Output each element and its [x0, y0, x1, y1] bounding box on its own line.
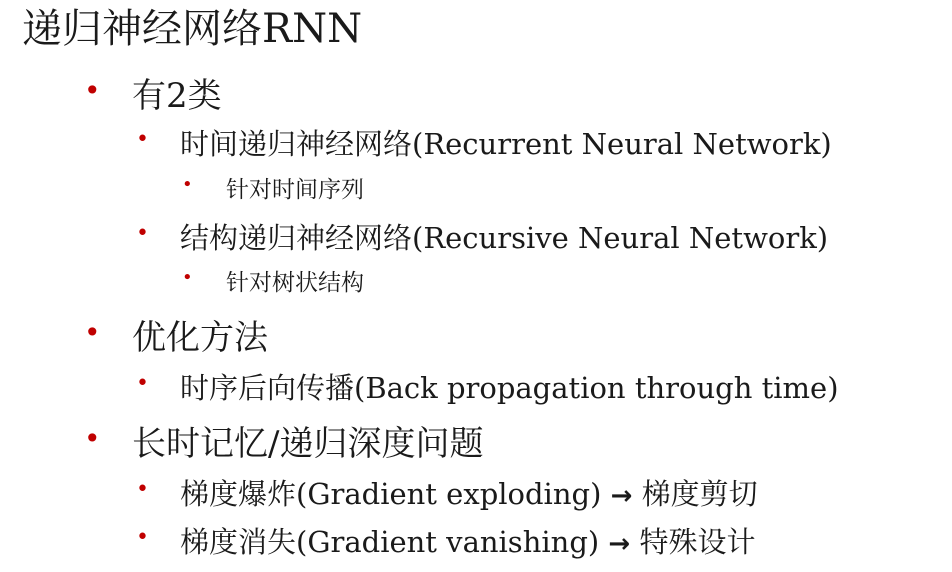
bullet-icon: •	[84, 74, 101, 107]
bullet-text	[180, 472, 758, 513]
bullet-item	[0, 366, 952, 406]
bullet-icon: •	[182, 174, 193, 195]
bullet-item	[0, 472, 952, 512]
bullet-icon: •	[136, 525, 149, 550]
bullet-text-result: 特殊设计	[639, 525, 756, 559]
bullet-item	[0, 310, 952, 358]
bullet-item	[0, 68, 952, 116]
bullet-item	[0, 216, 952, 256]
bullet-text: 针对时间序列	[226, 177, 364, 203]
bullet-text: 结构递归神经网络(Recursive Neural Network)	[180, 221, 829, 255]
bullet-text: 优化方法	[132, 318, 268, 358]
bullet-icon: •	[136, 371, 149, 396]
bullet-text: 时序后向传播(Back propagation through time)	[180, 371, 839, 405]
bullet-text: 有2类	[132, 76, 222, 116]
bullet-item	[0, 520, 952, 560]
slide-title: 递归神经网络RNN	[22, 6, 363, 52]
bullet-item	[0, 122, 952, 162]
bullet-icon: •	[84, 422, 101, 455]
bullet-text-result: 梯度剪切	[641, 477, 758, 511]
bullet-item	[0, 416, 952, 464]
bullet-text	[180, 520, 755, 561]
bullet-item	[0, 171, 952, 203]
bullet-icon: •	[136, 477, 149, 502]
bullet-icon: •	[136, 127, 149, 152]
bullet-text: 针对树状结构	[226, 270, 364, 296]
bullet-icon: •	[84, 316, 101, 349]
bullet-text: 长时记忆/递归深度问题	[132, 424, 484, 464]
bullet-text-main: 梯度爆炸(Gradient exploding)	[180, 477, 602, 511]
right-arrow-icon: →	[608, 529, 631, 559]
right-arrow-icon: →	[610, 481, 633, 511]
bullet-text: 时间递归神经网络(Recurrent Neural Network)	[180, 127, 832, 161]
bullet-icon: •	[136, 221, 149, 246]
bullet-icon: •	[182, 267, 193, 288]
bullet-text-main: 梯度消失(Gradient vanishing)	[180, 525, 600, 559]
bullet-item	[0, 264, 952, 296]
